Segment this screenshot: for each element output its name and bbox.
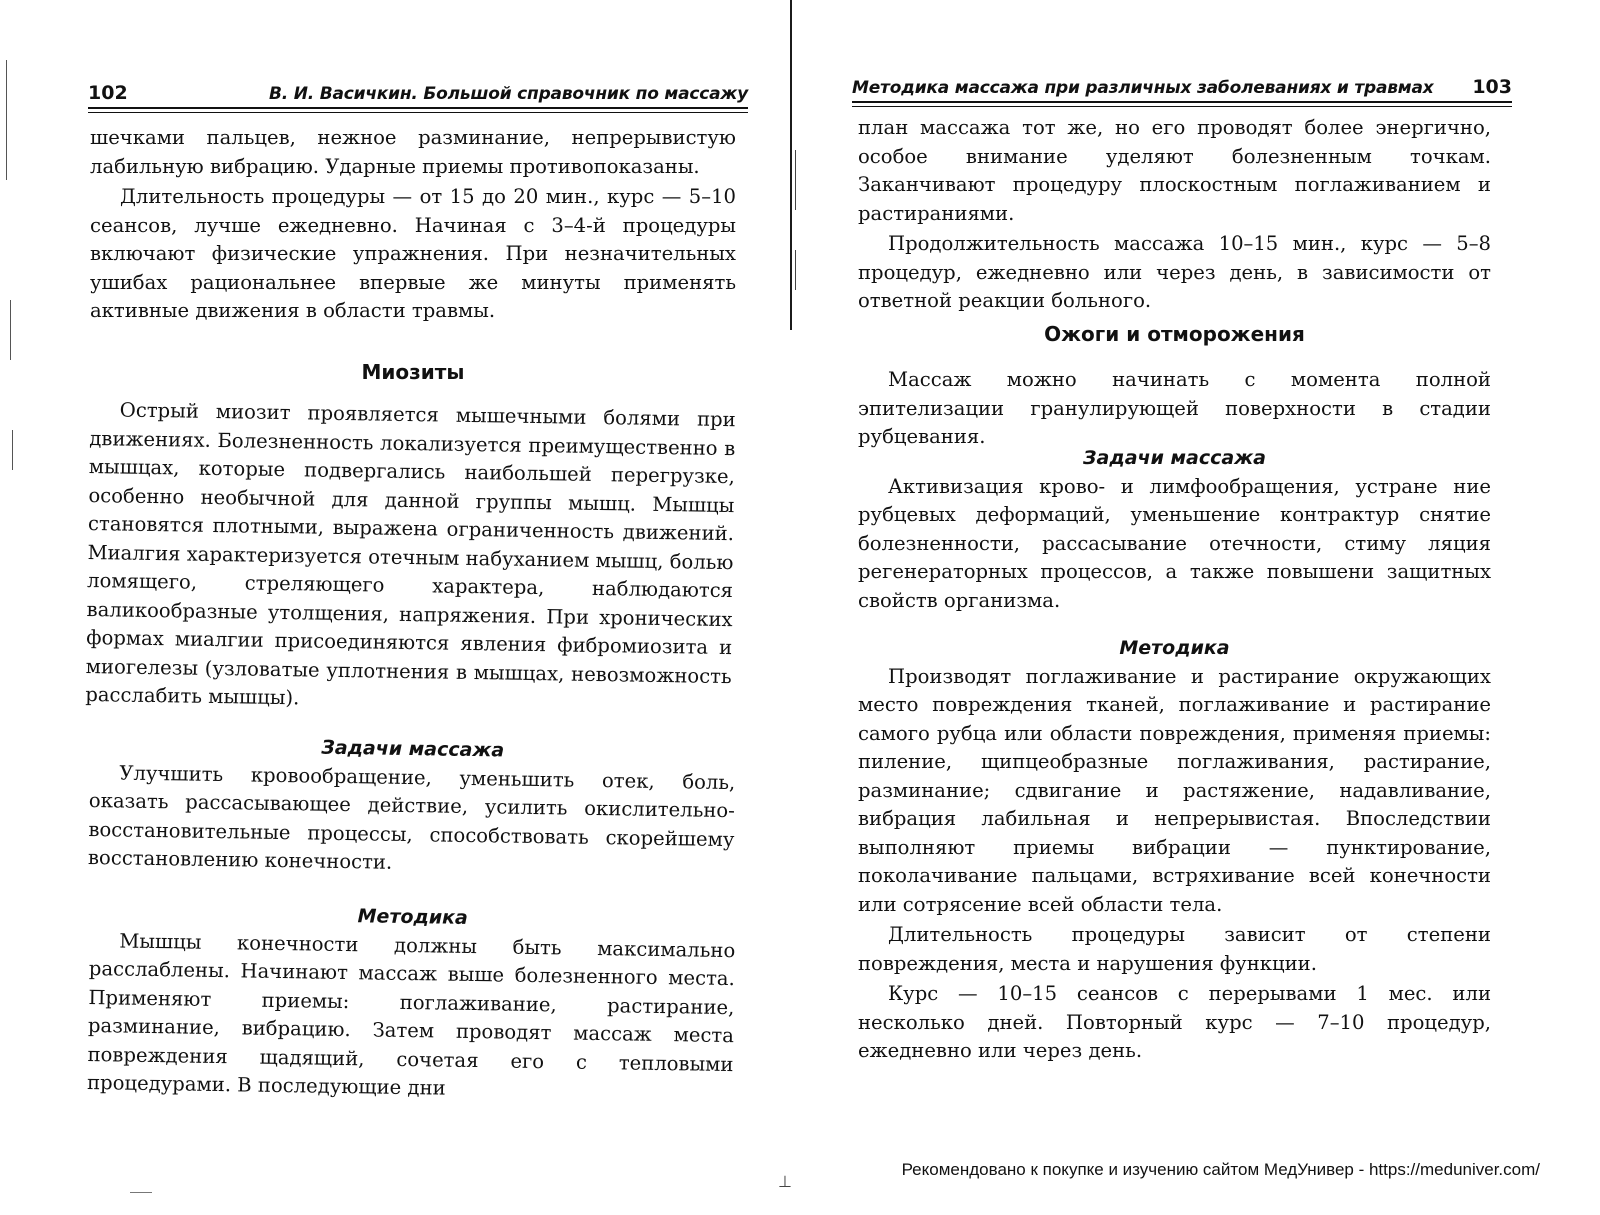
body-text xyxy=(90,124,736,328)
paragraph: шечками пальцев, нежное разминание, непрерывистую лабильную вибрацию. Ударные приемы противопоказаны. xyxy=(90,126,736,178)
subsection-title: Методика xyxy=(357,905,469,929)
paragraph: Длительность процедуры — от 15 до 20 мин., курс — 5–10 сеансов, лучше ежедневно. Начиная с 3–4-й процедуры включают физические упражнения. При незначительных ушибах рациональнее впервые же минуты применять активные движения в области травмы. xyxy=(90,185,736,322)
paragraph: Активизация крово- и лимфообращения, устране ние рубцевых деформаций, уменьшение контрактур снятие болезненности, рассасывание отечности, стиму ляция регенераторных процессов, а также повышени защитных свойств организма. xyxy=(858,474,1491,612)
section-heading-block xyxy=(90,358,736,387)
method-block xyxy=(858,634,1491,1068)
page-number: 103 xyxy=(1472,76,1512,98)
page-number: 102 xyxy=(88,82,128,104)
body-text xyxy=(858,114,1491,318)
paragraph: план массажа тот же, но его проводят более энергично, особое внимание уделяют болезненным точкам. Заканчивают процедуру плоскостным поглаживанием и растираниями. xyxy=(858,116,1491,225)
paragraph: Острый миозит проявляется мышечными болями при движениях. Болезненность локализуется преимущественно в мышцах, которые подвергались наибольшей перегрузке, особенно необычной для данной группы мышц. Мышцы становятся плотными, выражена ограниченность движений. Миалгия характеризуется отечным набуханием мышц, болью ломящего, стреляющего характера, наблюдаются валикообразные утолщения, напряжения. При хронических формах миалгии присоединяются явления фибромиозита и миогелезы (узловатые уплотнения в мышцах, невозможность расслабить мышцы). xyxy=(85,398,736,710)
tasks-block xyxy=(858,444,1491,617)
paragraph: Улучшить кровообращение, уменьшить отек, боль, оказать рассасывающее действие, усилить окислительно-восстановительные процессы, способствовать скорейшему восстановлению конечности. xyxy=(87,760,736,874)
section-title: Ожоги и отморожения xyxy=(1044,322,1305,346)
paragraph: Массаж можно начинать с момента полной эпителизации гранулирующей поверхности в стадии рубцевания. xyxy=(858,368,1491,448)
running-head-title: Методика массажа при различных заболеваниях и травмах xyxy=(852,78,1434,98)
running-head xyxy=(88,74,748,109)
publisher-mark-icon: ⊥ xyxy=(778,1172,792,1191)
paragraph: Продолжительность массажа 10–15 мин., курс — 5–8 процедур, ежедневно или через день, в зависимости от ответной реакции больного. xyxy=(858,232,1491,312)
left-page xyxy=(0,0,790,1215)
subsection-title: Методика xyxy=(1119,637,1230,659)
section-heading-block xyxy=(858,320,1491,349)
running-head xyxy=(852,68,1512,103)
method-block xyxy=(87,898,736,1110)
tasks-block xyxy=(88,730,736,885)
paragraph: Мышцы конечности должны быть максимально расслаблены. Начинают массаж выше болезненного места. Применяют приемы: поглаживание, растирание, разминание, вибрацию. Затем проводят массаж места повреждения щадящий, сочетая его с тепловыми процедурами. В последующие дни xyxy=(86,928,736,1100)
section-body xyxy=(85,396,736,722)
subsection-title: Задачи массажа xyxy=(1083,447,1266,469)
running-head-title: В. И. Васичкин. Большой справочник по массажу xyxy=(268,84,748,104)
paragraph: Производят поглаживание и растирание окружающих место повреждения тканей, поглаживание и растирание самого рубца или области повреждения, применяя приемы: пиление, щипцеобразные поглаживания, растирание, разминание; сдвигание и растяжение, надавливание, вибрация лабильная и непрерывистая. Впоследствии выполняют приемы вибрации — пунктирование, поколачивание пальцами, встряхивание всей конечности или сотрясение всей области тела. xyxy=(858,664,1491,916)
subsection-title: Задачи массажа xyxy=(321,736,505,762)
section-body xyxy=(858,366,1491,454)
paragraph: Длительность процедуры зависит от степени повреждения, места и нарушения функции. xyxy=(858,923,1491,975)
section-title: Миозиты xyxy=(361,360,465,384)
footer-recommendation: Рекомендовано к покупке и изучению сайтом МедУнивер - https://meduniver.com/ xyxy=(901,1160,1540,1179)
right-page xyxy=(790,0,1600,1215)
paragraph: Курс — 10–15 сеансов с перерывами 1 мес. или несколько дней. Повторный курс — 7–10 процедур, ежедневно или через день. xyxy=(858,982,1491,1062)
